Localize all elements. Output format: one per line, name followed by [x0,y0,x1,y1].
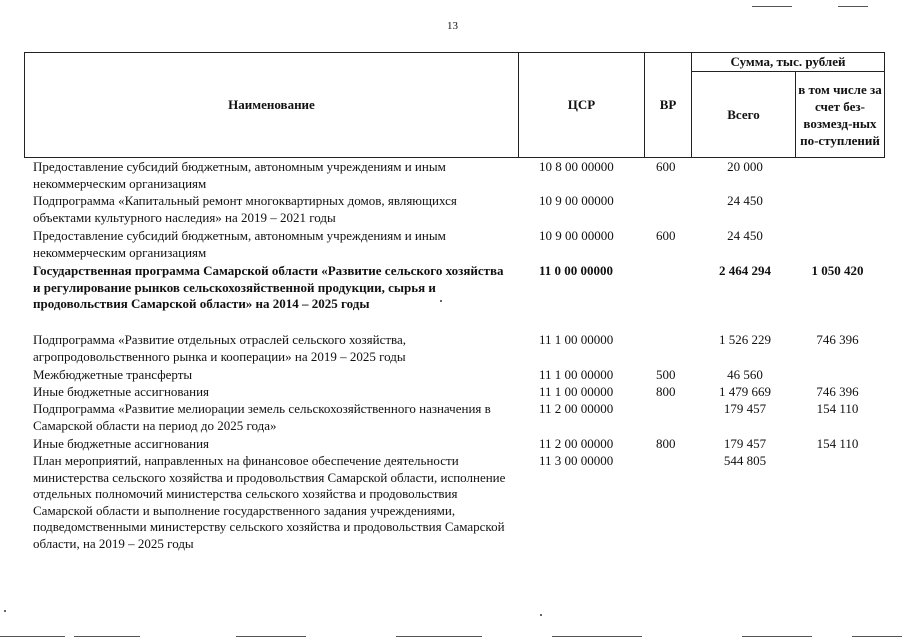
row-total: 20 000 [727,159,763,174]
row-csr: 11 1 00 00000 [539,367,614,382]
scan-artifact [852,636,902,637]
header-incl: в том числе за счет без-возмезд-ных по-ступлений [795,71,885,158]
row-total: 46 560 [727,367,763,382]
header-name: Наименование [24,52,519,158]
row-total: 544 805 [723,453,767,468]
scan-speck [540,614,542,616]
table-header [24,52,885,158]
row-csr: 10 8 00 00000 [539,159,614,174]
row-name: Иные бюджетные ассигнования [33,436,210,451]
header-sum: Сумма, тыс. рублей [691,52,885,72]
row-name: Иные бюджетные ассигнования [33,384,210,399]
row-name: Подпрограмма «Капитальный ремонт многоквартирных домов, являющихся объектами культурного наследия» на 2019 – 2021 годы [33,193,457,225]
row-name: Подпрограмма «Развитие отдельных отраслей сельского хозяйства, агропродовольственного рынка и кооперации» на 2019 – 2025 годы [33,332,407,364]
row-total: 24 450 [727,193,763,208]
row-name: План мероприятий, направленных на финансовое обеспечение деятельности министерства сельского хозяйства и продовольствия Самарской области, исполнение отдельных полномочий министерства сельского хозяйства и продовольствия Самарской области и выполнение государственного задания учреждениями, подведомственными министерству сельского хозяйства и продовольствия Самарской области, на 2019 – 2025 годы [33,453,506,551]
scan-artifact [396,636,482,637]
row-csr: 11 2 00 00000 [539,436,614,451]
row-csr: 10 9 00 00000 [539,193,614,208]
row-name: Подпрограмма «Развитие мелиорации земель сельскохозяйственного назначения в Самарской области на период до 2025 года» [33,401,491,433]
row-total: 2 464 294 [719,263,771,278]
row-incl: 154 110 [816,436,859,451]
scan-artifact [752,6,792,7]
row-name: Предоставление субсидий бюджетным, автономным учреждениям и иным некоммерческим организациям [33,228,446,260]
row-vr: 800 [656,384,676,399]
row-total: 179 457 [723,401,767,416]
row-vr: 600 [656,228,676,243]
row-total: 1 526 229 [719,332,771,347]
scan-speck [440,300,442,302]
scan-artifact [74,636,140,637]
row-csr: 10 9 00 00000 [539,228,614,243]
row-csr: 11 2 00 00000 [539,401,614,416]
row-csr: 11 1 00 00000 [539,384,614,399]
scan-artifact [236,636,306,637]
row-total: 179 457 [723,436,767,451]
row-incl: 746 396 [816,332,859,347]
row-vr: 600 [656,159,676,174]
row-incl: 1 050 420 [811,263,864,278]
row-vr: 500 [656,367,676,382]
scan-artifact [552,636,642,637]
header-vr: ВР [644,52,692,158]
row-name: Межбюджетные трансферты [33,367,193,382]
scan-artifact [742,636,812,637]
scan-artifact [0,636,65,637]
row-total: 1 479 669 [719,384,771,399]
row-csr: 11 3 00 00000 [539,453,614,468]
header-csr: ЦСР [518,52,645,158]
row-csr: 11 0 00 00000 [539,263,614,278]
scan-speck [4,610,6,612]
row-csr: 11 1 00 00000 [539,332,614,347]
row-incl: 746 396 [816,384,859,399]
row-name: Предоставление субсидий бюджетным, автономным учреждениям и иным некоммерческим организациям [33,159,446,191]
row-incl: 154 110 [816,401,859,416]
page-number: 13 [447,20,458,32]
scan-artifact [838,6,868,7]
row-name: Государственная программа Самарской области «Развитие сельского хозяйства и регулирование рынков сельскохозяйственной продукции, сырья и продовольствия Самарской области» на 2014 – 2025 годы [33,263,504,311]
row-vr: 800 [656,436,676,451]
header-total: Всего [691,71,796,158]
row-total: 24 450 [727,228,763,243]
